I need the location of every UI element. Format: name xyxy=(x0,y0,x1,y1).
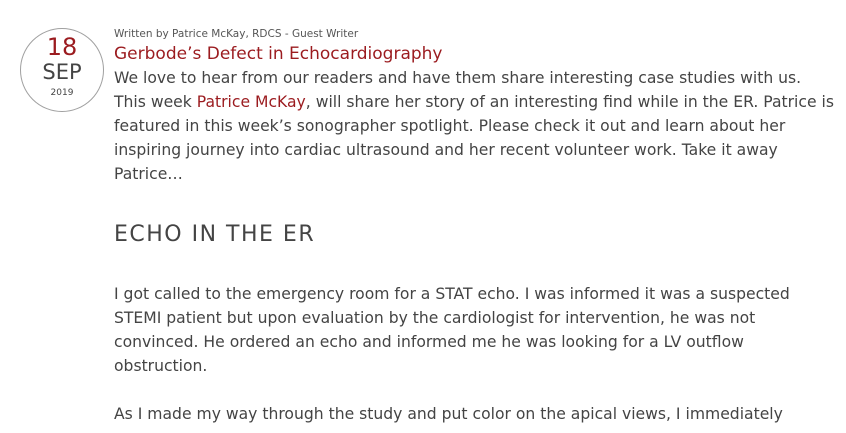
intro-text-before: We love to hear from our readers and have them share interesting case studies with us. This week xyxy=(114,69,802,111)
post-byline: Written by Patrice McKay, RDCS - Guest Writer xyxy=(114,28,359,40)
intro-text-after: , will share her story of an interesting find while in the ER. Patrice is featured in this week’s sonographer spotlight. Please check it out and learn about her inspiring journey into cardiac ultrasound and her recent volunteer work. Take it away Patrice… xyxy=(114,93,834,183)
post-title-link[interactable]: Gerbode’s Defect in Echocardiography xyxy=(114,44,443,64)
post-content xyxy=(114,26,834,426)
section-heading: ECHO IN THE ER xyxy=(114,222,316,247)
author-link[interactable]: Patrice McKay xyxy=(196,93,306,111)
post-date-month: SEP xyxy=(42,60,82,84)
post-date-year: 2019 xyxy=(50,88,74,98)
body-paragraph-1: I got called to the emergency room for a STAT echo. I was informed it was a suspected STEMI patient but upon evaluation by the cardiologist for intervention, he was not convinced. He ordered an echo and informed me he was looking for a LV outflow obstruction. xyxy=(114,285,790,375)
body-paragraph-2: As I made my way through the study and put color on the apical views, I immediately xyxy=(114,405,783,423)
intro-paragraph xyxy=(114,66,834,186)
post-date-badge xyxy=(20,28,104,112)
post-date-day: 18 xyxy=(46,33,78,61)
